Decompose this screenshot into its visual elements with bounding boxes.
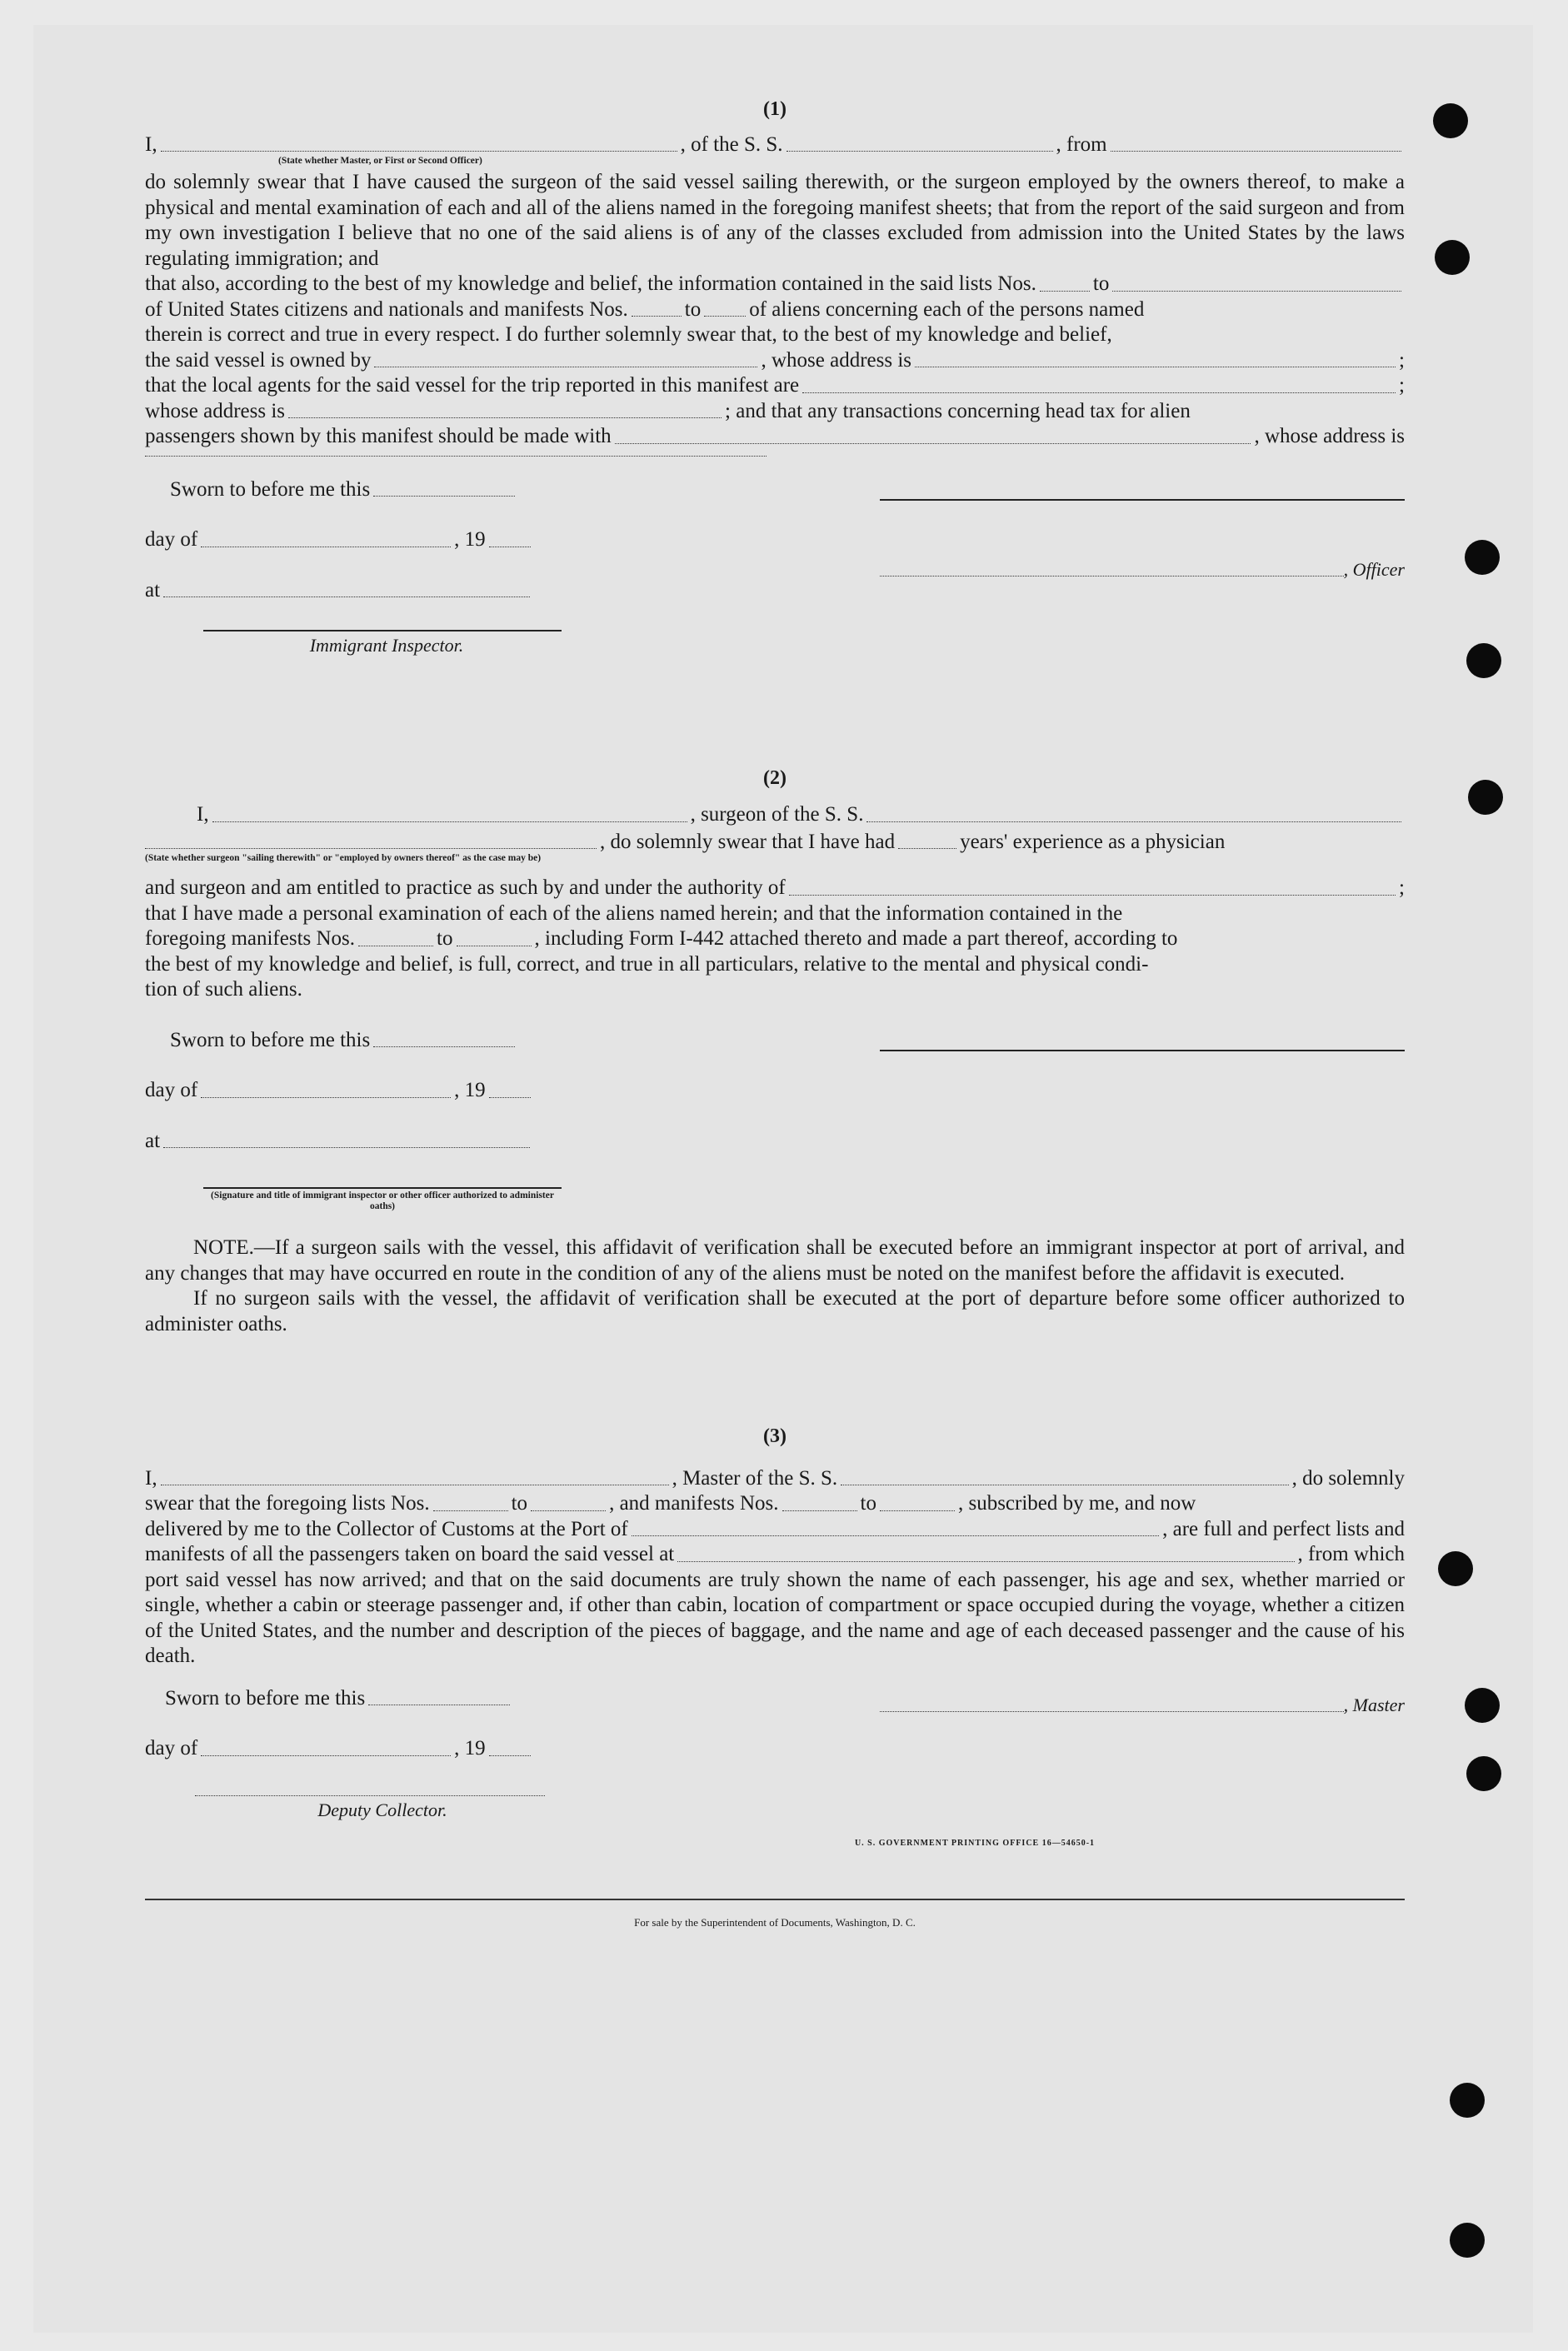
printing-office-line: U. S. GOVERNMENT PRINTING OFFICE 16—54650-1	[854, 1839, 1096, 1848]
section-2-number: (2)	[763, 766, 786, 789]
s1-manifests-line	[145, 297, 1405, 323]
footer-sale: For sale by the Superintendent of Documents, Washington, D. C.	[634, 1915, 916, 1929]
s2-line-1	[145, 802, 1405, 828]
s1-owner-field[interactable]	[374, 366, 757, 367]
s3-sworn-field[interactable]	[368, 1704, 510, 1705]
s1-day-field[interactable]	[201, 546, 451, 547]
s1-from-field[interactable]	[1111, 150, 1401, 152]
s1-inspector-signature-line[interactable]	[203, 630, 562, 631]
s3-port-field[interactable]	[632, 1535, 1159, 1536]
s3-manifests-all: manifests of all the passengers taken on board the said vessel at	[145, 1543, 675, 1565]
s3-delivered: delivered by me to the Collector of Customs at the Port of	[145, 1517, 628, 1540]
s1-line-1	[145, 132, 1405, 158]
footer-rule	[145, 1899, 1405, 1900]
s1-sworn-block	[145, 477, 562, 659]
s2-belief-text: the best of my knowledge and belief, is full, correct, and true in all particulars, relative to the mental and physical condi-	[145, 952, 1149, 976]
s3-day-field[interactable]	[201, 1755, 451, 1756]
s2-sworn: Sworn to before me this	[170, 1028, 371, 1051]
s3-to: to	[511, 1492, 528, 1515]
s1-agents-field[interactable]	[802, 392, 1396, 393]
s1-officer-sig-1[interactable]	[880, 499, 1405, 501]
s2-years-field[interactable]	[898, 847, 956, 849]
s1-at: at	[145, 578, 161, 601]
s2-signature-caption: (Signature and title of immigrant inspector or other officer authorized to administer oaths)	[211, 1190, 554, 1211]
s2-surgeon-signature-line[interactable]	[880, 1050, 1405, 1051]
s3-day-of: day of	[145, 1737, 198, 1760]
s3-year-field[interactable]	[489, 1755, 531, 1756]
s2-examination-text: that I have made a personal examination of each of the aliens named herein; and that the information contained in the	[145, 901, 1123, 925]
s1-blank-line	[145, 455, 1405, 462]
s1-officer-sig-2[interactable]	[880, 575, 1344, 577]
s2-authority: and surgeon and am entitled to practice as such by and under the authority of	[145, 876, 786, 899]
s3-line-2	[145, 1491, 1405, 1517]
s1-whose-address: , whose address is	[761, 348, 912, 372]
s3-lists-to-field[interactable]	[531, 1510, 606, 1511]
s3-line-3	[145, 1517, 1405, 1543]
s3-lists-from-field[interactable]	[433, 1510, 508, 1511]
s3-sworn-block	[145, 1686, 562, 1824]
s2-surgeon-block	[880, 1028, 1405, 1213]
s2-at: at	[145, 1129, 161, 1152]
s2-sailing-field[interactable]	[145, 847, 597, 849]
s3-manifests-from-field[interactable]	[782, 1510, 857, 1511]
s2-manifests-to-field[interactable]	[457, 945, 532, 946]
s3-line-1	[145, 1466, 1405, 1492]
s1-lists-to-field[interactable]	[1112, 290, 1401, 292]
s2-day-field[interactable]	[201, 1096, 451, 1098]
s2-day-of: day of	[145, 1079, 198, 1101]
s1-whose-address-is: , whose address is	[1254, 425, 1405, 447]
punch-hole	[1466, 643, 1501, 678]
s3-subscribed: , subscribed by me, and now	[957, 1492, 1196, 1515]
punch-hole	[1435, 240, 1470, 275]
s2-swear: , do solemnly swear that I have had	[600, 830, 896, 853]
s1-name-field[interactable]	[161, 150, 677, 152]
s1-correct-line: therein is correct and true in every respect. I do further solemnly swear that, to the best of my knowledge and belief,	[145, 323, 1112, 346]
form-content	[145, 92, 1405, 1935]
s1-lists-line	[145, 272, 1405, 297]
section-3-number: (3)	[763, 1425, 786, 1447]
s3-collector-caption: Deputy Collector.	[317, 1799, 447, 1820]
s1-year: , 19	[454, 528, 486, 551]
s2-signature-block	[145, 1028, 1405, 1213]
s2-name-field[interactable]	[212, 821, 687, 822]
s2-sworn-block	[145, 1028, 562, 1213]
s2-manifests-pre: foregoing manifests Nos.	[145, 927, 356, 950]
s1-agents-line: that the local agents for the said vessel for the trip reported in this manifest are ;	[145, 373, 1405, 399]
s2-authority-field[interactable]	[789, 894, 1396, 896]
s3-sworn: Sworn to before me this	[165, 1686, 366, 1710]
punch-hole	[1468, 780, 1503, 815]
s2-year: , 19	[454, 1079, 486, 1101]
s3-lists-pre: swear that the foregoing lists Nos.	[145, 1492, 430, 1515]
s2-intro: I,	[197, 803, 209, 826]
s3-master-caption: , Master	[1343, 1694, 1405, 1715]
punch-hole	[1438, 1551, 1473, 1586]
punch-hole	[1465, 1688, 1500, 1723]
s3-manifests-to-field[interactable]	[880, 1510, 955, 1511]
s2-manifests-from-field[interactable]	[358, 945, 433, 946]
s1-to-2: to	[684, 297, 702, 321]
punch-hole	[1433, 103, 1468, 138]
s1-head-tax: ; and that any transactions concerning head tax for alien	[725, 399, 1191, 422]
s2-sworn-field[interactable]	[373, 1046, 515, 1047]
punch-hole	[1450, 2223, 1485, 2258]
s1-from: , from	[1056, 132, 1107, 156]
s3-intro: I,	[145, 1466, 157, 1490]
s1-of-ss: , of the S. S.	[680, 132, 783, 156]
s2-manifests-post: , including Form I-442 attached thereto and made a part thereof, according to	[534, 927, 1178, 950]
s2-surgeon: , surgeon of the S. S.	[690, 803, 864, 826]
s1-lists-from-field[interactable]	[1040, 290, 1090, 292]
s3-vessel-field[interactable]	[841, 1484, 1288, 1485]
s1-manifests-post: of aliens concerning each of the persons named	[749, 297, 1145, 321]
s1-lists-pre: that also, according to the best of my knowledge and belief, the information contained in the said lists Nos.	[145, 272, 1036, 295]
s2-inspector-signature-line[interactable]	[203, 1187, 562, 1189]
s3-manifests: , and manifests Nos.	[609, 1492, 779, 1515]
s2-at-field[interactable]	[163, 1146, 530, 1148]
s3-from-which: , from which	[1297, 1543, 1405, 1565]
s2-note-1: NOTE.—If a surgeon sails with the vessel, this affidavit of verification shall be executed before an immigrant inspector at port of arrival, and any changes that may have occurred en route in the condition of any of the aliens must be noted on the manifest before the affidavit is executed.	[145, 1236, 1405, 1285]
s1-intro: I,	[145, 132, 157, 156]
section-1-number: (1)	[763, 98, 786, 120]
s2-to: to	[437, 927, 453, 950]
s1-signature-block	[145, 477, 1405, 659]
s1-officer-caption: , Officer	[1343, 558, 1405, 580]
s1-year-field[interactable]	[489, 546, 531, 547]
s1-officer-note: (State whether Master, or First or Second Officer)	[278, 156, 482, 166]
s3-vessel-at-field[interactable]	[677, 1560, 1294, 1562]
s3-year: , 19	[454, 1737, 486, 1760]
s2-aliens-text: tion of such aliens.	[145, 978, 302, 1001]
s1-to: to	[1092, 272, 1110, 295]
s1-owned-line: the said vessel is owned by , whose address is ;	[145, 348, 1405, 374]
s1-extra-field[interactable]	[145, 455, 767, 457]
s2-vessel-field[interactable]	[866, 821, 1401, 822]
s3-master-block	[880, 1686, 1405, 1824]
s1-passengers-field[interactable]	[615, 442, 1251, 444]
s3-full: , are full and perfect lists and	[1162, 1517, 1405, 1540]
s1-at-field[interactable]	[163, 596, 530, 597]
s1-inspector-caption: Immigrant Inspector.	[309, 635, 464, 656]
s1-passengers-line	[145, 424, 1405, 450]
s2-note-2: If no surgeon sails with the vessel, the affidavit of verification shall be executed at the port of departure before some officer authorized to administer oaths.	[145, 1287, 1405, 1335]
s3-master-signature-line[interactable]	[880, 1710, 1344, 1712]
s3-body-text: port said vessel has now arrived; and that on the said documents are truly shown the name of each passenger, his age and sex, whether married or single, whether a cabin or steerage passenger and, if other than cabin, location of compartment or space occupied during the voyage, whether a citizen of the United States, and the number and description of the pieces of baggage, and the name and age of each deceased passenger and the cause of his death.	[145, 1568, 1405, 1667]
s3-to-2: to	[860, 1492, 876, 1515]
s2-manifests-line	[145, 926, 1405, 952]
s1-sworn: Sworn to before me this	[170, 477, 371, 501]
s1-owned: the said vessel is owned by	[145, 348, 372, 372]
s2-years: years' experience as a physician	[960, 830, 1226, 853]
s2-authority-line: and surgeon and am entitled to practice as such by and under the authority of ;	[145, 876, 1405, 901]
s1-owner-address-field[interactable]	[915, 366, 1396, 367]
s2-year-field[interactable]	[489, 1096, 531, 1098]
s1-agents: that the local agents for the said vessel for the trip reported in this manifest are	[145, 374, 800, 397]
s3-solemnly: , do solemnly	[1291, 1466, 1405, 1490]
s3-collector-signature-line[interactable]	[195, 1795, 545, 1796]
s1-day-of: day of	[145, 528, 198, 551]
s1-manifests-from-field[interactable]	[632, 315, 682, 317]
s1-vessel-field[interactable]	[786, 150, 1053, 152]
s1-officer-block	[880, 477, 1405, 659]
s3-master: , Master of the S. S.	[672, 1466, 838, 1490]
s3-name-field[interactable]	[161, 1484, 669, 1485]
punch-hole	[1450, 2083, 1485, 2118]
punch-hole	[1466, 1756, 1501, 1791]
s1-whose-is: whose address is	[145, 399, 286, 422]
s3-line-4	[145, 1542, 1405, 1568]
s2-surgeon-note: (State whether surgeon "sailing therewith" or "employed by owners thereof" as the case may be)	[145, 853, 542, 863]
s1-manifests-pre: of United States citizens and nationals and manifests Nos.	[145, 297, 628, 321]
s1-oath-text: do solemnly swear that I have caused the surgeon of the said vessel sailing therewith, or the surgeon employed by the owners thereof, to make a physical and mental examination of each and all of the aliens named in the foregoing manifest sheets; that from the report of the said surgeon and from my own investigation I believe that no one of the said aliens is of any of the classes excluded from admission into the United States by the laws regulating immigration; and	[145, 171, 1405, 270]
s2-line-2	[145, 830, 1405, 856]
s1-manifests-to-field[interactable]	[704, 315, 746, 317]
s1-sworn-field[interactable]	[373, 495, 515, 497]
s1-agent-address-field[interactable]	[288, 417, 722, 418]
s1-agent-address-line	[145, 399, 1405, 425]
s3-signature-block	[145, 1686, 1405, 1824]
s1-passengers: passengers shown by this manifest should be made with	[145, 425, 612, 447]
punch-hole	[1465, 540, 1500, 575]
